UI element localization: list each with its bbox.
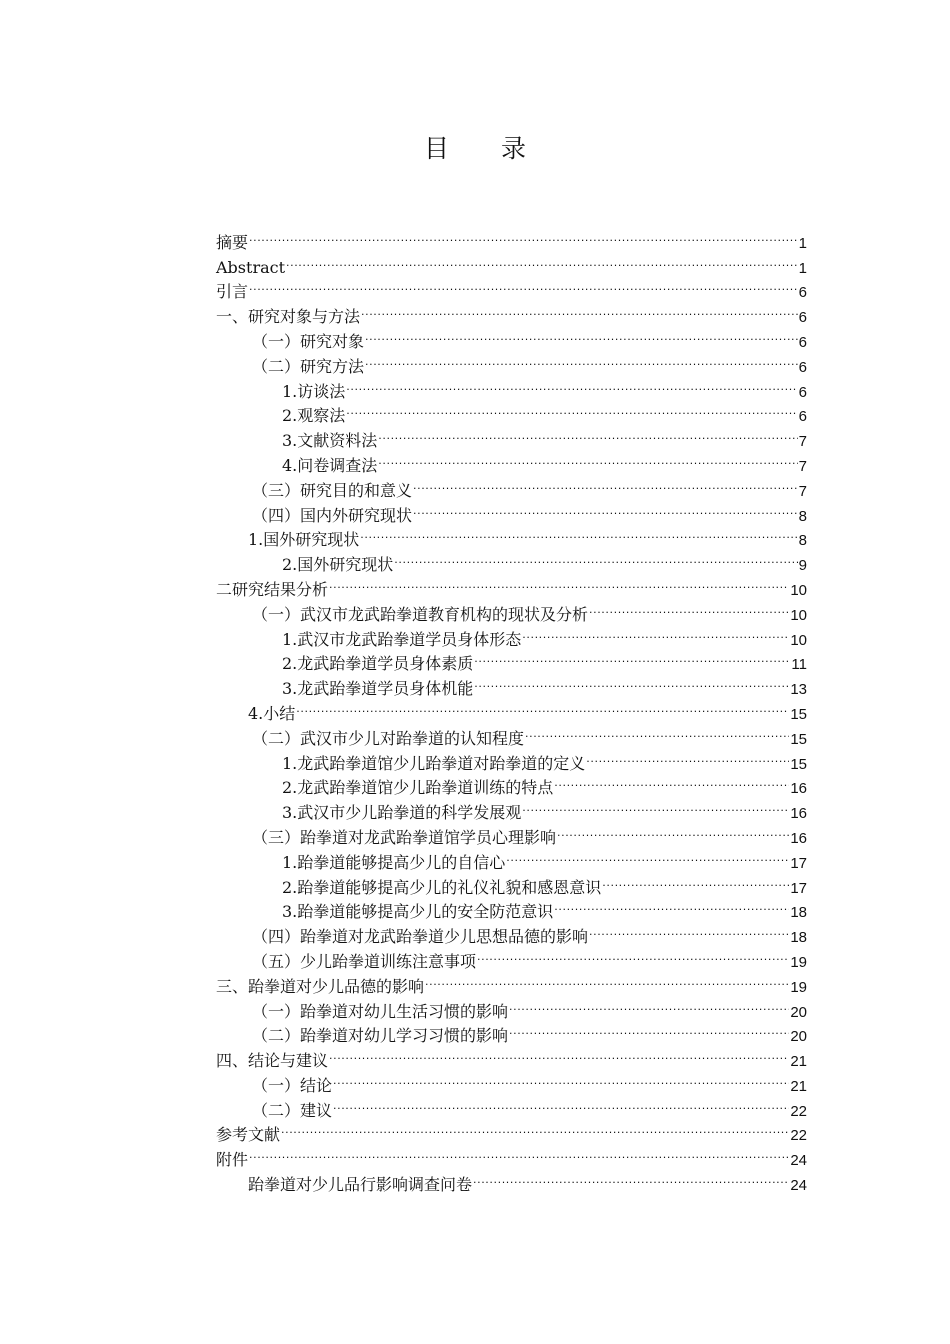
toc-entry-label: 摘要 <box>216 232 249 252</box>
toc-entry-page-number: 17 <box>790 879 807 897</box>
dot-leader <box>346 397 797 422</box>
dot-leader <box>474 669 789 694</box>
toc-entry-label: （一）武汉市龙武跆拳道教育机构的现状及分析 <box>252 604 589 624</box>
toc-entry-label: （四）跆拳道对龙武跆拳道少儿思想品德的影响 <box>252 927 589 947</box>
page-title: 目 录 <box>424 134 548 163</box>
toc-entry-label: 一、研究对象与方法 <box>216 307 361 327</box>
dot-leader <box>378 421 797 446</box>
dot-leader <box>525 719 789 744</box>
toc-entry-page-number: 18 <box>790 904 807 922</box>
toc-entry-page-number: 24 <box>790 1152 807 1170</box>
toc-entry-label: （二）跆拳道对幼儿学习习惯的影响 <box>252 1026 509 1046</box>
dot-leader <box>329 570 789 595</box>
toc-entry[interactable] <box>216 273 807 302</box>
toc-entry-label: （二）建议 <box>252 1100 333 1120</box>
dot-leader <box>425 967 789 992</box>
toc-entry-page-number: 6 <box>798 309 807 327</box>
toc-entry-page-number: 22 <box>790 1102 807 1120</box>
dot-leader <box>477 942 789 967</box>
dot-leader <box>249 223 798 248</box>
toc-entry-page-number: 15 <box>790 730 807 748</box>
toc-entry-page-number: 16 <box>790 829 807 847</box>
toc-entry-label: 2.观察法 <box>282 406 346 426</box>
dot-leader <box>378 446 797 471</box>
toc-entry-label: 跆拳道对少儿品行影响调查问卷 <box>248 1175 473 1195</box>
dot-leader <box>557 818 789 843</box>
toc-entry-label: （五）少儿跆拳道训练注意事项 <box>252 951 477 971</box>
toc-entry-page-number: 19 <box>790 978 807 996</box>
toc-entry-page-number: 6 <box>798 408 807 426</box>
toc-entry-page-number: 21 <box>790 1077 807 1095</box>
toc-entry-page-number: 8 <box>798 532 807 550</box>
toc-entry-label: （三）研究目的和意义 <box>252 480 413 500</box>
dot-leader <box>286 248 798 273</box>
toc-entry[interactable] <box>216 1116 807 1145</box>
dot-leader <box>365 347 798 372</box>
toc-entry-label: 引言 <box>216 282 249 302</box>
toc-entry-page-number: 21 <box>790 1053 807 1071</box>
toc-entry[interactable] <box>216 297 807 327</box>
toc-entry[interactable] <box>216 248 807 277</box>
toc-entry-page-number: 10 <box>790 631 807 649</box>
dot-leader <box>474 645 790 670</box>
dot-leader <box>333 1091 789 1116</box>
toc-entry-page-number: 1 <box>798 259 807 277</box>
toc-entry-page-number: 10 <box>790 581 807 599</box>
toc-entry-page-number: 20 <box>790 1028 807 1046</box>
toc-entry[interactable] <box>216 719 807 748</box>
toc-entry-page-number: 7 <box>798 457 807 475</box>
toc-entry-label: 2.龙武跆拳道学员身体素质 <box>282 654 474 674</box>
dot-leader <box>361 297 798 322</box>
toc-entry[interactable] <box>216 694 807 723</box>
toc-entry-page-number: 10 <box>790 606 807 624</box>
toc-entry-label: （二）研究方法 <box>252 356 365 376</box>
toc-entry-label: 4.问卷调查法 <box>282 455 378 475</box>
dot-leader <box>365 322 798 347</box>
toc-entry-page-number: 17 <box>790 854 807 872</box>
dot-leader <box>296 694 789 719</box>
toc-entry-page-number: 16 <box>790 780 807 798</box>
dot-leader <box>413 471 798 496</box>
toc-entry-label: 1.访谈法 <box>282 381 346 401</box>
toc-entry-label: 1.跆拳道能够提高少儿的自信心 <box>282 852 506 872</box>
toc-entry-page-number: 19 <box>790 953 807 971</box>
toc-entry-page-number: 6 <box>798 333 807 351</box>
toc-entry-page-number: 1 <box>798 234 807 252</box>
toc-entry[interactable] <box>216 1165 807 1195</box>
toc-entry-page-number: 8 <box>798 507 807 525</box>
toc-entry-page-number: 15 <box>790 755 807 773</box>
toc-entry-page-number: 24 <box>790 1177 807 1195</box>
toc-entry-label: 3.龙武跆拳道学员身体机能 <box>282 679 474 699</box>
toc-entry-label: 4.小结 <box>248 703 296 723</box>
toc-entry-page-number: 6 <box>798 358 807 376</box>
toc-entry-page-number: 15 <box>790 705 807 723</box>
toc-entry-page-number: 7 <box>798 433 807 451</box>
toc-entry-label: （一）结论 <box>252 1075 333 1095</box>
dot-leader <box>249 1140 789 1165</box>
toc-entry-page-number: 11 <box>791 656 807 674</box>
toc-entry-label: （一）跆拳道对幼儿生活习惯的影响 <box>252 1001 509 1021</box>
toc-entry-label: （二）武汉市少儿对跆拳道的认知程度 <box>252 728 525 748</box>
toc-entry-label: 3.武汉市少儿跆拳道的科学发展观 <box>282 803 522 823</box>
toc-entry-page-number: 13 <box>790 681 807 699</box>
dot-leader <box>509 992 789 1017</box>
toc-entry-label: （一）研究对象 <box>252 331 365 351</box>
dot-leader <box>522 620 789 645</box>
toc-entry-label: （四）国内外研究现状 <box>252 505 413 525</box>
toc-entry-page-number: 22 <box>790 1127 807 1145</box>
dot-leader <box>554 769 789 794</box>
dot-leader <box>506 843 789 868</box>
toc-entry-label: 2.国外研究现状 <box>282 555 394 575</box>
dot-leader <box>589 595 789 620</box>
toc-entry-label: 2.跆拳道能够提高少儿的礼仪礼貌和感恩意识 <box>282 877 602 897</box>
toc-entry-page-number: 20 <box>790 1003 807 1021</box>
toc-entry-page-number: 7 <box>798 482 807 500</box>
toc-entry-label: 二研究结果分析 <box>216 579 329 599</box>
dot-leader <box>346 372 797 397</box>
toc-entry-page-number: 9 <box>798 557 807 575</box>
toc-entry-page-number: 6 <box>798 383 807 401</box>
dot-leader <box>602 868 789 893</box>
dot-leader <box>554 893 789 918</box>
table-of-contents <box>216 223 807 1195</box>
toc-entry-page-number: 18 <box>790 929 807 947</box>
toc-entry-label: 3.跆拳道能够提高少儿的安全防范意识 <box>282 902 554 922</box>
toc-entry-label: 1.龙武跆拳道馆少儿跆拳道对跆拳道的定义 <box>282 753 586 773</box>
toc-entry-label: 附件 <box>216 1150 249 1170</box>
toc-entry-label: （三）跆拳道对龙武跆拳道馆学员心理影响 <box>252 827 557 847</box>
toc-entry[interactable] <box>216 223 807 252</box>
toc-entry[interactable] <box>216 1140 807 1170</box>
dot-leader <box>522 793 789 818</box>
toc-entry-label: 1.武汉市龙武跆拳道学员身体形态 <box>282 629 522 649</box>
toc-entry-page-number: 6 <box>798 284 807 302</box>
dot-leader <box>586 744 789 769</box>
dot-leader <box>394 545 797 570</box>
dot-leader <box>329 1041 789 1066</box>
toc-entry-label: 参考文献 <box>216 1125 281 1145</box>
dot-leader <box>589 917 789 942</box>
toc-entry-label: 2.龙武跆拳道馆少儿跆拳道训练的特点 <box>282 778 554 798</box>
dot-leader <box>360 521 797 546</box>
toc-entry-label: 1.国外研究现状 <box>248 530 360 550</box>
dot-leader <box>509 1017 789 1042</box>
toc-entry-label: Abstract <box>216 257 286 277</box>
dot-leader <box>413 496 798 521</box>
dot-leader <box>333 1066 789 1091</box>
toc-entry-label: 四、结论与建议 <box>216 1051 329 1071</box>
dot-leader <box>473 1165 789 1190</box>
dot-leader <box>249 273 798 298</box>
dot-leader <box>281 1116 789 1141</box>
toc-entry-page-number: 16 <box>790 805 807 823</box>
toc-entry-label: 三、跆拳道对少儿品德的影响 <box>216 976 425 996</box>
toc-entry-label: 3.文献资料法 <box>282 431 378 451</box>
